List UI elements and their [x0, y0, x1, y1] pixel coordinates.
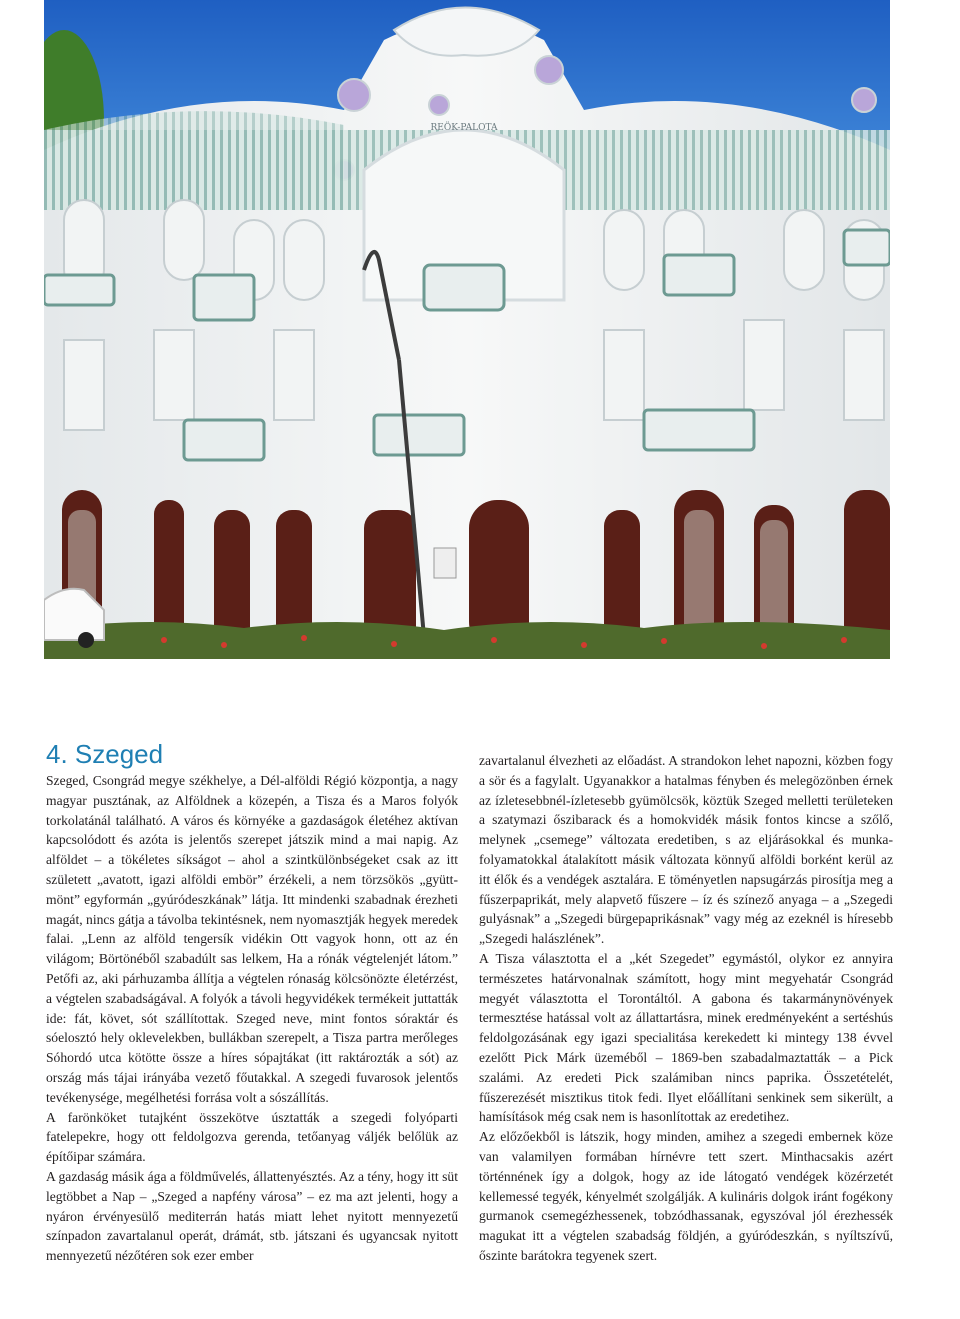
svg-text:REÖK-PALOTA: REÖK-PALOTA — [430, 123, 498, 133]
section-heading: 4. Szeged — [46, 739, 164, 770]
paragraph: A Tisza választotta el a „két Szegedet” egymástól, olykor ez annyira természetes határvonalnak számított, hogy mint megyehatár Csongrád megyét választotta el Torontáltól. A gabona és takarmánynövények termesztése hatással volt az állattartásra, minek eredményeként a sertéshús feldolgozásának egy igazi specialitása kerekedett ki mintegy 138 évvel ezelőtt Pick Márk üzeméből – 1869-ben szabadalmaztatták – a Pick szalámi. Az eredeti Pick szalámiban nincs paprika. Összetételét, fűszerezését misztikus titok fedi. Ilyet előállítani senkinek sem sikerült, a hamísítások még csak nem is hasonlítottak az eredetihez. — [479, 950, 893, 1125]
paragraph: Az előzőekből is látszik, hogy minden, amihez a szegedi embernek köze van valamilyen formában hírnévre tett szert. Minthacsakis azért történnének így a dolgok, hogy az ide látogató vendégek közérzetét kellemessé tegyék, kényelmét szolgálják. A kulináris dolgok iránt fogékony gurmanok csemegézhessenek, tobzódhassanak, egyszóval jól érezhessék magukat itt a végtelen szabadság földjén, a gyúródeszkán, s nyíltszívű, őszinte barátokra tegyenek szert. — [479, 1129, 893, 1263]
paragraph: A farönköket tutajként összekötve úsztatták a szegedi folyóparti fatelepekre, hogy ott feldolgozva gerenda, tetőanyag váljék belőlük az építőipar számára. — [46, 1109, 458, 1165]
building-photo — [44, 0, 890, 659]
left-column — [46, 771, 458, 1266]
paragraph: zavartalanul élvezheti az előadást. A strandokon lehet napozni, közben fogy a sör és a fagylalt. Ugyanakkor a hatalmas fényben és melegözönben érnek az ízletesebbnél-ízletesebb gyümölcsök, köztük Szeged melletti területeken a szatymazi őszibarack és a homokvidék másik fontos kincse a szőlő, melynek „csemege” változata eredetiben, s az eljárásokkal és munka-folyamatokkal átalakított másik változata könnyű alföldi borként kerül az itt élők és a vendégek asztalára. E töményetlen napsugárzás pirosítja meg a fűszerpaprikát, mely alapvető fűszere – íz és színező anyaga – a „Szegedi gulyásnak” a „Szegedi bürgepaprikásnak” vagy még az ezeknél is híresebb „Szegedi halászlének”. — [479, 753, 893, 947]
right-column — [479, 751, 893, 1266]
paragraph: A gazdaság másik ága a földművelés, állattenyésztés. Az a tény, hogy itt süt legtöbbet a Nap – „Szeged a napfény városa” – ez ma azt jelenti, hogy a nyáron érvényesülő mediterrán hatás miatt lehet nyitott mennyezetű színpadon zavartalanul operát, drámát, stb. játszani és ugyancsak nyitott mennyezetű nézőtéren sok ezer ember — [46, 1168, 458, 1264]
paragraph: Szeged, Csongrád megye székhelye, a Dél-alföldi Régió központja, a nagy magyar pusztának, az Alföldnek a közepén, a Tisza és a Maros folyók torkolatánál található. A város és környéke a gazdaságok életéhez aktívan kapcsolódott és azóta is jelentős szerepet játszik mind a mai napig. Az alföldet – a tökéletes síkságot – ahol a szintkülönbségeket csak az itt született „avatott, igazi alföldi embör” érzékeli, a nem törzsökös „gyütt-mönt” egyformán „gyúródeszkának” látja. Itt mindenki szabadnak érezheti magát, nincs gátja a távolba tekintésnek, nem nyomasztják hegyek meredek falai. „Lenn az alföld tengersík vidékin Ott vagyok honn, ott az én világom; Börtönéből szabadúlt sas lelkem, Ha a rónák végtelenjét látom.” Petőfi az, aki párhuzamba állítja a végtelen rónaság kölcsönözte életérzést, a végtelen szabadságával. A folyók a távoli hegyvidékek termékeit juttatták ide: fát, követ, sót szállítottak. Szeged neve, mint fontos sóraktár és sóelosztó hely oklevelekben, bullákban szerepelt, a Tisza partra merőleges Sóhordó utca kötötte össze a híres sópajtákat (itt raktározták a sót) az ország más tájai irányába vezető főutakkal. A szegedi fuvarosok jelentős tevékenysége, megélhetési forrása volt a sószállítás. — [46, 773, 458, 1105]
